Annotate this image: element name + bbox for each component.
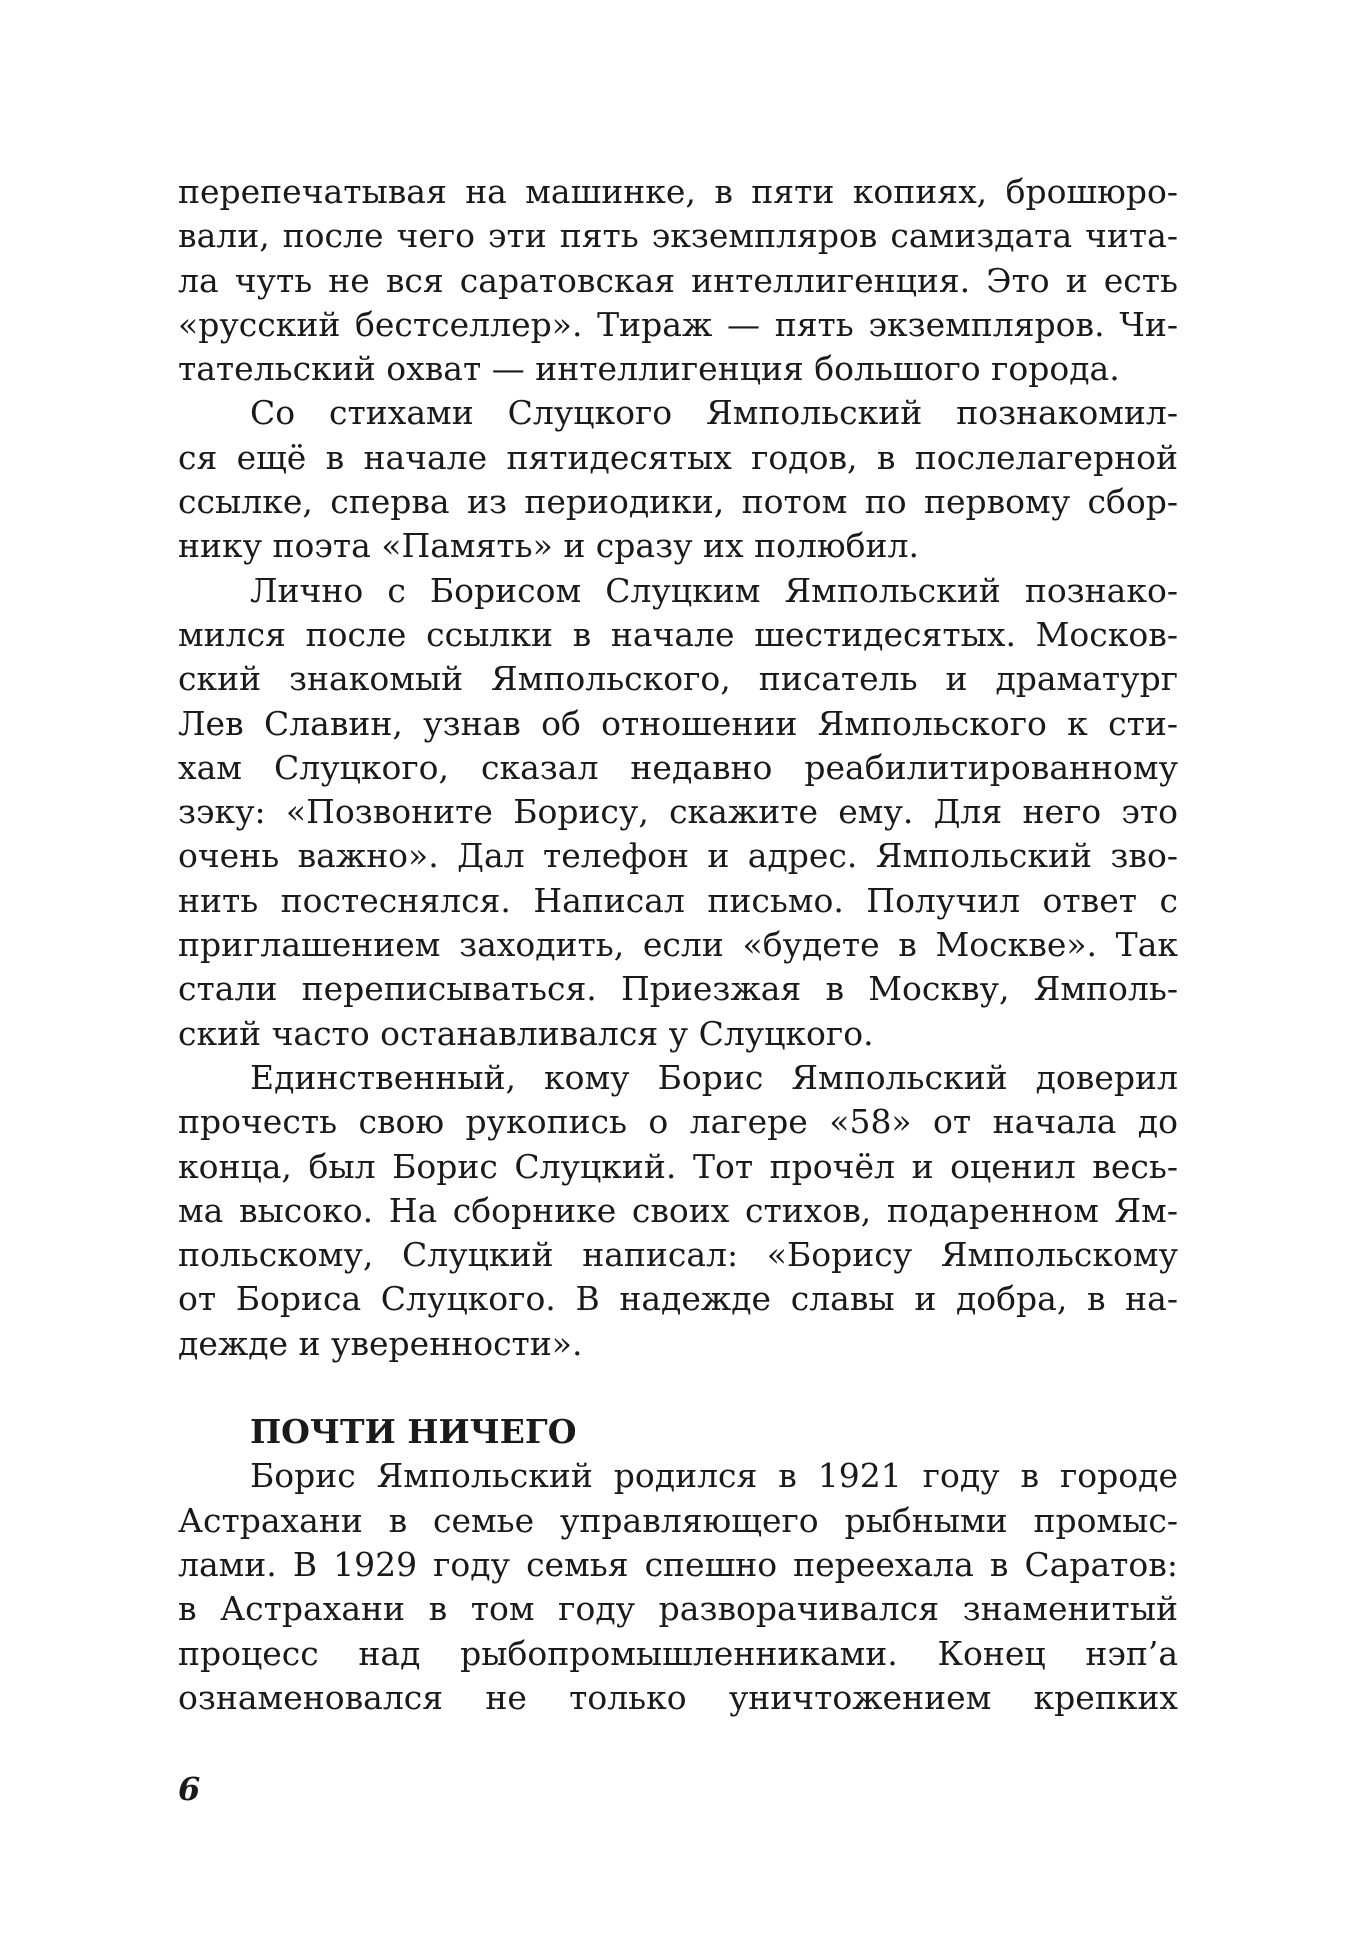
- page-body: [178, 170, 1178, 1720]
- page-number: 6: [178, 1770, 201, 1808]
- text-line: конца, был Борис Слуцкий. Тот прочёл и оценил весь-: [178, 1146, 1178, 1186]
- text-line: Борис Ямпольский родился в 1921 году в городе: [250, 1456, 1178, 1496]
- text-line: ла чуть не вся саратовская интеллигенция. Это и есть: [178, 260, 1178, 300]
- text-line: ссылке, сперва из периодики, потом по первому сбор-: [178, 482, 1178, 522]
- text-line: прочесть свою рукопись о лагере «58» от начала до: [178, 1102, 1178, 1142]
- text-line: Лично с Борисом Слуцким Ямпольский познако-: [250, 570, 1178, 610]
- text-line: польскому, Слуцкий написал: «Борису Ямпольскому: [178, 1235, 1178, 1275]
- section-gap: [178, 1366, 1178, 1410]
- text-line: нику поэта «Память» и сразу их полюбил.: [178, 526, 919, 566]
- text-line: Со стихами Слуцкого Ямпольский познакомил-: [250, 393, 1178, 433]
- text-line: перепечатывая на машинке, в пяти копиях, брошюро-: [178, 172, 1178, 211]
- text-line: Астрахани в семье управляющего рыбными промыс-: [178, 1500, 1178, 1540]
- text-line: ся ещё в начале пятидесятых годов, в послелагерной: [178, 437, 1178, 477]
- text-line: тательский охват — интеллигенция большого города.: [178, 349, 1120, 389]
- text-line: Лев Славин, узнав об отношении Ямпольского к сти-: [178, 703, 1178, 743]
- text-line: Единственный, кому Борис Ямпольский доверил: [250, 1057, 1178, 1097]
- text-line: от Бориса Слуцкого. В надежде славы и добра, в на-: [178, 1279, 1178, 1319]
- text-line: дежде и уверенности».: [178, 1323, 583, 1363]
- text-line: приглашением заходить, если «будете в Москве». Так: [178, 925, 1178, 965]
- text-line: вали, после чего эти пять экземпляров самиздата чита-: [178, 216, 1178, 256]
- text-line: зэку: «Позвоните Борису, скажите ему. Для него это: [178, 792, 1178, 832]
- text-line: «русский бестселлер». Тираж — пять экземпляров. Чи-: [178, 304, 1178, 344]
- text-line: ма высоко. На сборнике своих стихов, подаренном Ям-: [178, 1190, 1178, 1230]
- text-line: мился после ссылки в начале шестидесятых. Москов-: [178, 614, 1178, 654]
- text-line: ский часто останавливался у Слуцкого.: [178, 1013, 874, 1053]
- text-line: процесс над рыбопромышленниками. Конец нэп’а: [178, 1633, 1178, 1673]
- text-line: в Астрахани в том году разворачивался знаменитый: [178, 1589, 1178, 1629]
- text-line: ский знакомый Ямпольского, писатель и драматург: [178, 659, 1178, 699]
- text-line: очень важно». Дал телефон и адрес. Ямпольский зво-: [178, 836, 1178, 876]
- section-heading: ПОЧТИ НИЧЕГО: [250, 1412, 577, 1452]
- text-line: ознаменовался не только уничтожением крепких: [178, 1677, 1178, 1717]
- text-line: хам Слуцкого, сказал недавно реабилитированному: [178, 747, 1178, 787]
- text-line: лами. В 1929 году семья спешно переехала в Саратов:: [178, 1544, 1178, 1584]
- text-line: стали переписываться. Приезжая в Москву, Ямполь-: [178, 969, 1178, 1009]
- text-line: нить постеснялся. Написал письмо. Получил ответ с: [178, 880, 1178, 920]
